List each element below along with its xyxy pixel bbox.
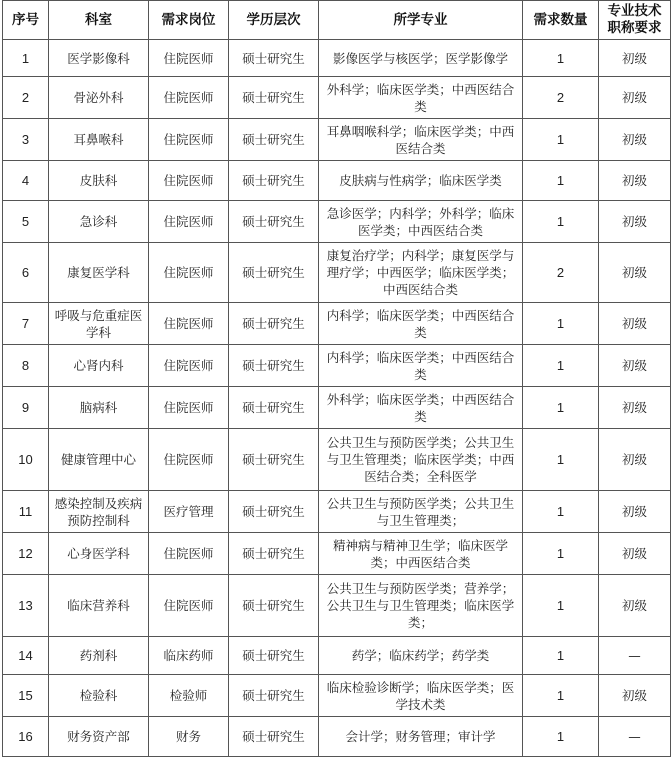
- row-dept: 财务资产部: [49, 717, 149, 757]
- row-no: 9: [3, 387, 49, 429]
- row-title: 初级: [599, 161, 671, 201]
- table-row: [3, 243, 671, 303]
- row-title: 初级: [599, 429, 671, 491]
- row-title: 初级: [599, 77, 671, 119]
- row-post: 住院医师: [149, 243, 229, 303]
- row-major: 公共卫生与预防医学类；公共卫生与卫生管理类；临床医学类；中西医结合类；全科医学: [319, 429, 523, 491]
- row-dept: 临床营养科: [49, 575, 149, 637]
- row-post: 财务: [149, 717, 229, 757]
- row-dept: 感染控制及疾病预防控制科: [49, 491, 149, 533]
- row-count: 1: [523, 491, 599, 533]
- row-major: 康复治疗学；内科学；康复医学与理疗学；中西医学；临床医学类；中西医结合类: [319, 243, 523, 303]
- row-no: 14: [3, 637, 49, 675]
- row-major: 会计学；财务管理；审计学: [319, 717, 523, 757]
- row-dept: 心肾内科: [49, 345, 149, 387]
- row-no: 1: [3, 40, 49, 77]
- row-no: 16: [3, 717, 49, 757]
- row-no: 13: [3, 575, 49, 637]
- row-count: 1: [523, 637, 599, 675]
- table-row: [3, 119, 671, 161]
- header-row: [3, 1, 671, 40]
- row-major: 急诊医学；内科学；外科学；临床医学类；中西医结合类: [319, 201, 523, 243]
- table-row: [3, 429, 671, 491]
- row-no: 2: [3, 77, 49, 119]
- row-post: 住院医师: [149, 533, 229, 575]
- row-major: 临床检验诊断学；临床医学类；医学技术类: [319, 675, 523, 717]
- row-title: —: [599, 637, 671, 675]
- row-edu: 硕士研究生: [229, 243, 319, 303]
- table-row: [3, 575, 671, 637]
- table-row: [3, 77, 671, 119]
- row-no: 10: [3, 429, 49, 491]
- row-no: 12: [3, 533, 49, 575]
- row-dept: 骨泌外科: [49, 77, 149, 119]
- row-no: 8: [3, 345, 49, 387]
- row-dept: 检验科: [49, 675, 149, 717]
- row-dept: 心身医学科: [49, 533, 149, 575]
- row-title: 初级: [599, 491, 671, 533]
- row-edu: 硕士研究生: [229, 637, 319, 675]
- table-row: [3, 345, 671, 387]
- row-edu: 硕士研究生: [229, 717, 319, 757]
- row-dept: 耳鼻喉科: [49, 119, 149, 161]
- row-dept: 皮肤科: [49, 161, 149, 201]
- row-title: 初级: [599, 575, 671, 637]
- row-title: 初级: [599, 243, 671, 303]
- row-post: 住院医师: [149, 575, 229, 637]
- row-title: 初级: [599, 345, 671, 387]
- row-title: 初级: [599, 119, 671, 161]
- row-count: 1: [523, 533, 599, 575]
- row-edu: 硕士研究生: [229, 491, 319, 533]
- row-count: 1: [523, 161, 599, 201]
- row-post: 临床药师: [149, 637, 229, 675]
- table-row: [3, 40, 671, 77]
- row-count: 2: [523, 243, 599, 303]
- row-count: 1: [523, 119, 599, 161]
- row-post: 住院医师: [149, 77, 229, 119]
- row-post: 住院医师: [149, 201, 229, 243]
- row-dept: 医学影像科: [49, 40, 149, 77]
- row-edu: 硕士研究生: [229, 575, 319, 637]
- row-post: 住院医师: [149, 40, 229, 77]
- row-no: 5: [3, 201, 49, 243]
- row-edu: 硕士研究生: [229, 303, 319, 345]
- table-row: [3, 717, 671, 757]
- row-edu: 硕士研究生: [229, 40, 319, 77]
- row-count: 1: [523, 429, 599, 491]
- row-major: 外科学；临床医学类；中西医结合类: [319, 387, 523, 429]
- row-post: 住院医师: [149, 345, 229, 387]
- header-no: 序号: [3, 1, 49, 40]
- row-post: 住院医师: [149, 387, 229, 429]
- row-dept: 脑病科: [49, 387, 149, 429]
- header-count: 需求数量: [523, 1, 599, 40]
- row-edu: 硕士研究生: [229, 387, 319, 429]
- row-count: 1: [523, 303, 599, 345]
- row-major: 内科学；临床医学类；中西医结合类: [319, 303, 523, 345]
- table-row: [3, 675, 671, 717]
- header-dept: 科室: [49, 1, 149, 40]
- row-count: 1: [523, 201, 599, 243]
- row-major: 精神病与精神卫生学；临床医学类；中西医结合类: [319, 533, 523, 575]
- row-count: 1: [523, 575, 599, 637]
- row-title: 初级: [599, 201, 671, 243]
- row-title: 初级: [599, 387, 671, 429]
- row-major: 皮肤病与性病学；临床医学类: [319, 161, 523, 201]
- row-major: 药学；临床药学；药学类: [319, 637, 523, 675]
- row-dept: 康复医学科: [49, 243, 149, 303]
- row-no: 15: [3, 675, 49, 717]
- row-title: 初级: [599, 675, 671, 717]
- row-count: 1: [523, 717, 599, 757]
- row-edu: 硕士研究生: [229, 345, 319, 387]
- row-major: 内科学；临床医学类；中西医结合类: [319, 345, 523, 387]
- row-edu: 硕士研究生: [229, 429, 319, 491]
- row-no: 4: [3, 161, 49, 201]
- header-major: 所学专业: [319, 1, 523, 40]
- row-count: 2: [523, 77, 599, 119]
- row-title: 初级: [599, 533, 671, 575]
- row-post: 住院医师: [149, 161, 229, 201]
- row-no: 11: [3, 491, 49, 533]
- row-major: 影像医学与核医学；医学影像学: [319, 40, 523, 77]
- row-edu: 硕士研究生: [229, 675, 319, 717]
- row-title: —: [599, 717, 671, 757]
- table-row: [3, 387, 671, 429]
- row-count: 1: [523, 387, 599, 429]
- table-row: [3, 161, 671, 201]
- row-no: 7: [3, 303, 49, 345]
- row-edu: 硕士研究生: [229, 201, 319, 243]
- row-edu: 硕士研究生: [229, 77, 319, 119]
- row-no: 3: [3, 119, 49, 161]
- row-post: 住院医师: [149, 303, 229, 345]
- row-title: 初级: [599, 40, 671, 77]
- recruitment-table: [2, 0, 671, 757]
- table-row: [3, 491, 671, 533]
- table-row: [3, 533, 671, 575]
- row-major: 公共卫生与预防医学类；公共卫生与卫生管理类；: [319, 491, 523, 533]
- row-dept: 急诊科: [49, 201, 149, 243]
- row-major: 耳鼻咽喉科学；临床医学类；中西医结合类: [319, 119, 523, 161]
- row-edu: 硕士研究生: [229, 161, 319, 201]
- table-row: [3, 201, 671, 243]
- row-dept: 呼吸与危重症医学科: [49, 303, 149, 345]
- row-major: 外科学；临床医学类；中西医结合类: [319, 77, 523, 119]
- header-edu: 学历层次: [229, 1, 319, 40]
- row-no: 6: [3, 243, 49, 303]
- row-post: 住院医师: [149, 119, 229, 161]
- row-post: 医疗管理: [149, 491, 229, 533]
- row-title: 初级: [599, 303, 671, 345]
- row-post: 住院医师: [149, 429, 229, 491]
- row-count: 1: [523, 675, 599, 717]
- header-post: 需求岗位: [149, 1, 229, 40]
- row-dept: 药剂科: [49, 637, 149, 675]
- header-title: 专业技术职称要求: [599, 1, 671, 40]
- row-count: 1: [523, 345, 599, 387]
- table-row: [3, 303, 671, 345]
- row-edu: 硕士研究生: [229, 119, 319, 161]
- row-dept: 健康管理中心: [49, 429, 149, 491]
- table-row: [3, 637, 671, 675]
- row-post: 检验师: [149, 675, 229, 717]
- row-edu: 硕士研究生: [229, 533, 319, 575]
- row-count: 1: [523, 40, 599, 77]
- row-major: 公共卫生与预防医学类；营养学；公共卫生与卫生管理类；临床医学类；: [319, 575, 523, 637]
